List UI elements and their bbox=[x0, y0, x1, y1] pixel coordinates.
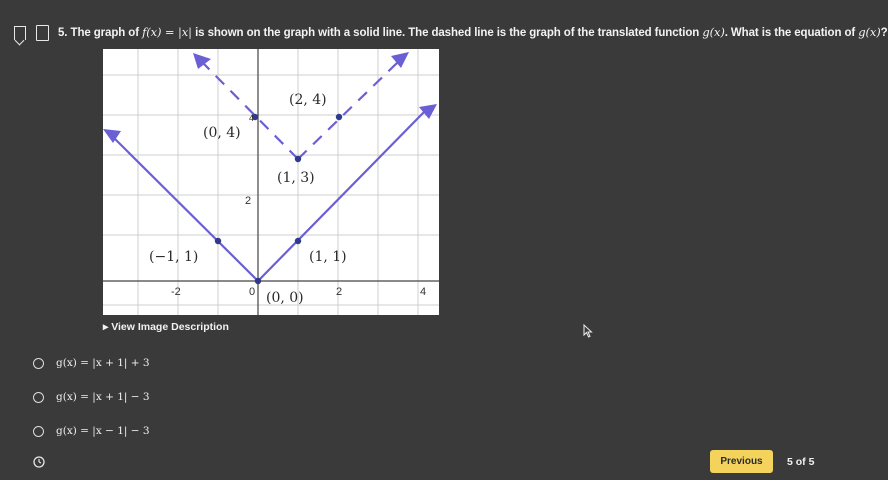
function-graph bbox=[103, 49, 439, 315]
choice-label: g(x) = |x + 1| − 3 bbox=[56, 391, 150, 403]
choice-option-3[interactable] bbox=[33, 425, 150, 437]
mouse-cursor-icon bbox=[583, 324, 593, 343]
point-1-3 bbox=[295, 156, 301, 162]
radio-button[interactable] bbox=[33, 358, 44, 369]
point-1-1 bbox=[295, 238, 301, 244]
choice-option-2[interactable] bbox=[33, 391, 150, 403]
tick-x-0: 0 bbox=[249, 286, 256, 298]
choice-label: g(x) = |x + 1| + 3 bbox=[56, 357, 150, 369]
bookmark-icon[interactable] bbox=[14, 26, 26, 40]
choice-option-1[interactable] bbox=[33, 357, 150, 369]
point-0-0 bbox=[255, 278, 261, 284]
radio-button[interactable] bbox=[33, 392, 44, 403]
graph-background bbox=[103, 49, 439, 315]
choice-label: g(x) = |x − 1| − 3 bbox=[56, 425, 150, 437]
timer-icon[interactable] bbox=[33, 455, 45, 473]
graph-svg bbox=[103, 49, 439, 315]
g-expression-end: g(x) bbox=[858, 25, 881, 39]
page-counter: 5 of 5 bbox=[787, 456, 815, 468]
question-end: ? bbox=[880, 27, 888, 39]
question-text bbox=[58, 25, 888, 39]
tick-x-4: 4 bbox=[420, 286, 427, 298]
point-neg1-1 bbox=[215, 238, 221, 244]
radio-button[interactable] bbox=[33, 426, 44, 437]
label-2-4: (2, 4) bbox=[289, 92, 327, 108]
question-part2: is shown on the graph with a solid line. The dashed line is the graph of the translated function bbox=[195, 27, 700, 39]
label-0-4: (0, 4) bbox=[203, 125, 241, 141]
question-number: 5. bbox=[58, 27, 68, 39]
tick-y-2: 2 bbox=[245, 195, 252, 207]
label-0-0: (0, 0) bbox=[266, 290, 304, 306]
g-expression: g(x) bbox=[702, 25, 725, 39]
question-part3: . What is the equation of bbox=[724, 27, 856, 39]
label-neg1-1: (−1, 1) bbox=[149, 249, 199, 265]
f-expression: f(x) = |x| bbox=[142, 25, 192, 39]
tick-y-4: 4 bbox=[249, 113, 255, 123]
label-1-3: (1, 3) bbox=[277, 170, 315, 186]
view-description-toggle[interactable]: ▸ View Image Description bbox=[103, 321, 229, 333]
question-part1: The graph of bbox=[70, 27, 139, 39]
previous-button[interactable]: Previous bbox=[710, 450, 773, 473]
tick-x-2: 2 bbox=[336, 286, 343, 298]
label-1-1: (1, 1) bbox=[309, 249, 347, 265]
point-2-4 bbox=[336, 114, 342, 120]
tick-x-neg2: -2 bbox=[171, 286, 181, 298]
flag-icon[interactable] bbox=[36, 25, 49, 41]
